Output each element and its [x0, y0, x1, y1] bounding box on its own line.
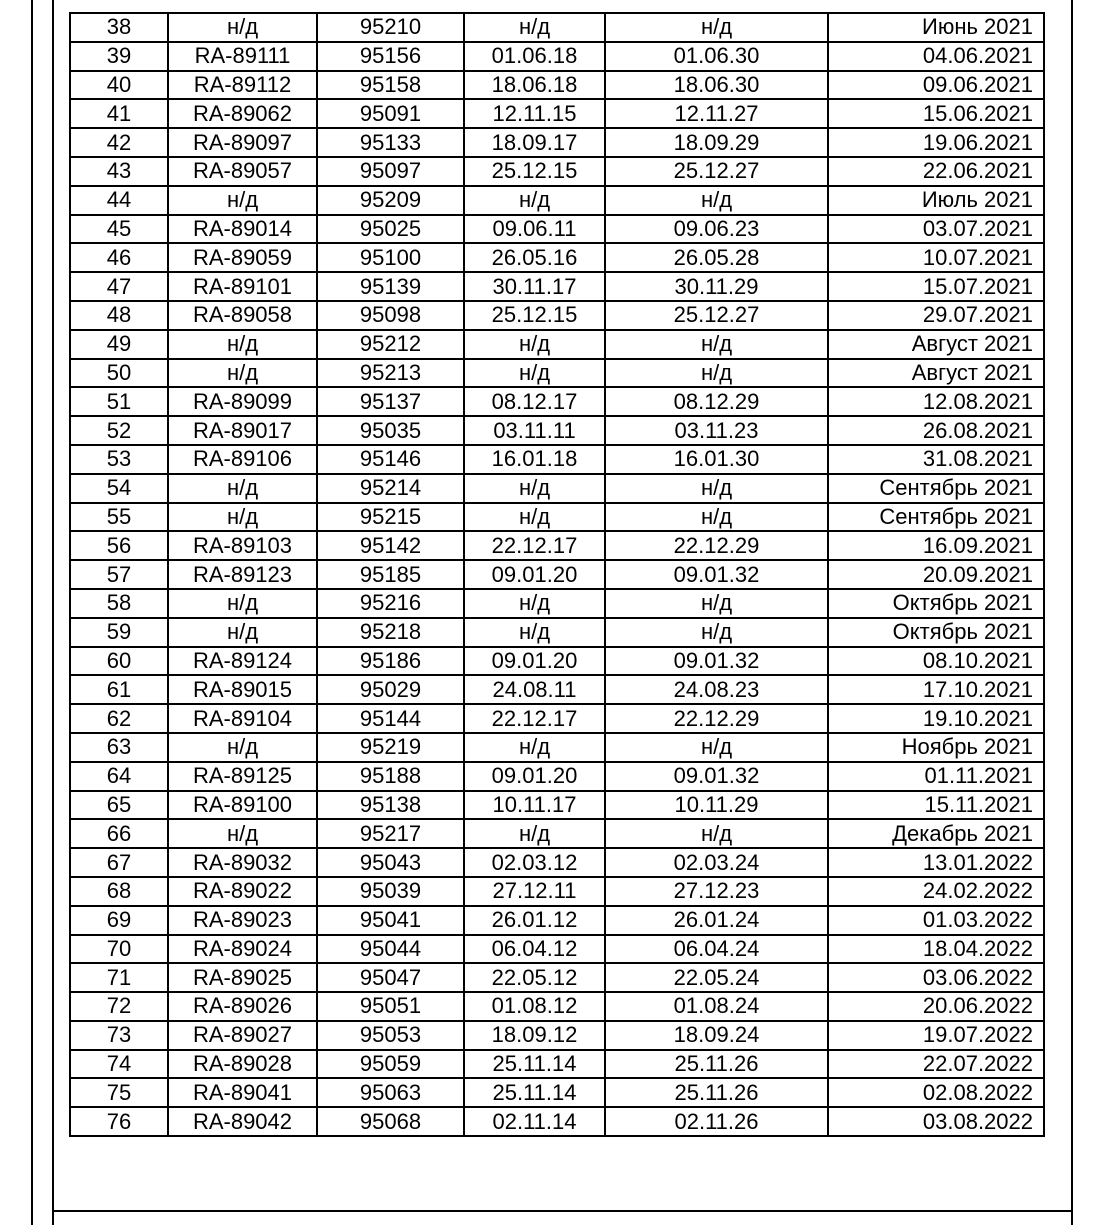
serial-number-cell: 95053: [317, 1021, 464, 1050]
registration-cell: RA-89026: [168, 992, 317, 1021]
start-date-cell: 09.01.20: [464, 560, 605, 589]
serial-number-cell: 95059: [317, 1050, 464, 1079]
due-date-cell: 03.08.2022: [828, 1107, 1044, 1136]
end-date-cell: 12.11.27: [605, 99, 828, 128]
end-date-cell: н/д: [605, 733, 828, 762]
start-date-cell: н/д: [464, 13, 605, 42]
start-date-cell: 26.01.12: [464, 906, 605, 935]
registration-cell: RA-89025: [168, 963, 317, 992]
due-date-cell: 19.07.2022: [828, 1021, 1044, 1050]
start-date-cell: 09.06.11: [464, 215, 605, 244]
table-row: [70, 1050, 1044, 1079]
end-date-cell: 26.01.24: [605, 906, 828, 935]
serial-number-cell: 95137: [317, 387, 464, 416]
end-date-cell: 02.11.26: [605, 1107, 828, 1136]
registration-cell: RA-89017: [168, 416, 317, 445]
start-date-cell: 22.05.12: [464, 963, 605, 992]
registration-cell: RA-89103: [168, 531, 317, 560]
start-date-cell: 25.11.14: [464, 1050, 605, 1079]
due-date-cell: 31.08.2021: [828, 445, 1044, 474]
start-date-cell: 30.11.17: [464, 272, 605, 301]
start-date-cell: 02.03.12: [464, 848, 605, 877]
page-frame-left-outer: [31, 0, 33, 1225]
due-date-cell: 16.09.2021: [828, 531, 1044, 560]
end-date-cell: 30.11.29: [605, 272, 828, 301]
registration-cell: н/д: [168, 733, 317, 762]
serial-number-cell: 95138: [317, 791, 464, 820]
serial-number-cell: 95216: [317, 589, 464, 618]
registration-cell: RA-89015: [168, 675, 317, 704]
end-date-cell: н/д: [605, 330, 828, 359]
start-date-cell: 24.08.11: [464, 675, 605, 704]
due-date-cell: 03.07.2021: [828, 215, 1044, 244]
end-date-cell: н/д: [605, 819, 828, 848]
row-number-cell: 54: [70, 474, 168, 503]
serial-number-cell: 95158: [317, 71, 464, 100]
row-number-cell: 59: [70, 618, 168, 647]
row-number-cell: 46: [70, 243, 168, 272]
registration-cell: RA-89125: [168, 762, 317, 791]
serial-number-cell: 95035: [317, 416, 464, 445]
due-date-cell: 29.07.2021: [828, 301, 1044, 330]
page-frame-left-inner: [52, 0, 54, 1225]
registration-cell: RA-89101: [168, 272, 317, 301]
start-date-cell: 26.05.16: [464, 243, 605, 272]
row-number-cell: 63: [70, 733, 168, 762]
serial-number-cell: 95139: [317, 272, 464, 301]
registration-cell: RA-89032: [168, 848, 317, 877]
serial-number-cell: 95218: [317, 618, 464, 647]
table-row: [70, 387, 1044, 416]
serial-number-cell: 95100: [317, 243, 464, 272]
serial-number-cell: 95047: [317, 963, 464, 992]
serial-number-cell: 95213: [317, 359, 464, 388]
due-date-cell: 19.06.2021: [828, 128, 1044, 157]
registration-cell: RA-89014: [168, 215, 317, 244]
due-date-cell: 03.06.2022: [828, 963, 1044, 992]
end-date-cell: 03.11.23: [605, 416, 828, 445]
row-number-cell: 67: [70, 848, 168, 877]
table-row: [70, 791, 1044, 820]
row-number-cell: 70: [70, 935, 168, 964]
due-date-cell: Август 2021: [828, 359, 1044, 388]
serial-number-cell: 95142: [317, 531, 464, 560]
table-row: [70, 99, 1044, 128]
due-date-cell: 13.01.2022: [828, 848, 1044, 877]
table-row: [70, 416, 1044, 445]
table-row: [70, 618, 1044, 647]
start-date-cell: н/д: [464, 589, 605, 618]
end-date-cell: 09.01.32: [605, 560, 828, 589]
row-number-cell: 44: [70, 186, 168, 215]
row-number-cell: 69: [70, 906, 168, 935]
serial-number-cell: 95214: [317, 474, 464, 503]
registration-cell: RA-89023: [168, 906, 317, 935]
start-date-cell: 27.12.11: [464, 877, 605, 906]
due-date-cell: 20.09.2021: [828, 560, 1044, 589]
end-date-cell: 22.05.24: [605, 963, 828, 992]
due-date-cell: 01.11.2021: [828, 762, 1044, 791]
due-date-cell: Декабрь 2021: [828, 819, 1044, 848]
table-row: [70, 963, 1044, 992]
start-date-cell: н/д: [464, 503, 605, 532]
table-row: [70, 935, 1044, 964]
table-row: [70, 330, 1044, 359]
table-row: [70, 1078, 1044, 1107]
end-date-cell: н/д: [605, 359, 828, 388]
row-number-cell: 55: [70, 503, 168, 532]
serial-number-cell: 95041: [317, 906, 464, 935]
end-date-cell: 25.12.27: [605, 157, 828, 186]
row-number-cell: 49: [70, 330, 168, 359]
registration-cell: RA-89058: [168, 301, 317, 330]
registration-cell: RA-89097: [168, 128, 317, 157]
end-date-cell: 24.08.23: [605, 675, 828, 704]
start-date-cell: 09.01.20: [464, 647, 605, 676]
registration-cell: RA-89104: [168, 704, 317, 733]
serial-number-cell: 95144: [317, 704, 464, 733]
row-number-cell: 60: [70, 647, 168, 676]
serial-number-cell: 95029: [317, 675, 464, 704]
end-date-cell: 01.06.30: [605, 42, 828, 71]
table-row: [70, 647, 1044, 676]
serial-number-cell: 95068: [317, 1107, 464, 1136]
row-number-cell: 76: [70, 1107, 168, 1136]
registration-cell: RA-89042: [168, 1107, 317, 1136]
due-date-cell: 09.06.2021: [828, 71, 1044, 100]
due-date-cell: Июль 2021: [828, 186, 1044, 215]
serial-number-cell: 95188: [317, 762, 464, 791]
end-date-cell: 25.11.26: [605, 1078, 828, 1107]
registration-cell: RA-89059: [168, 243, 317, 272]
registration-cell: RA-89112: [168, 71, 317, 100]
end-date-cell: 25.11.26: [605, 1050, 828, 1079]
end-date-cell: н/д: [605, 186, 828, 215]
table-row: [70, 560, 1044, 589]
serial-number-cell: 95098: [317, 301, 464, 330]
start-date-cell: 22.12.17: [464, 531, 605, 560]
row-number-cell: 52: [70, 416, 168, 445]
end-date-cell: 02.03.24: [605, 848, 828, 877]
table-row: [70, 42, 1044, 71]
due-date-cell: 20.06.2022: [828, 992, 1044, 1021]
end-date-cell: 22.12.29: [605, 704, 828, 733]
start-date-cell: 18.09.17: [464, 128, 605, 157]
registration-cell: н/д: [168, 359, 317, 388]
end-date-cell: 26.05.28: [605, 243, 828, 272]
end-date-cell: 09.01.32: [605, 647, 828, 676]
serial-number-cell: 95097: [317, 157, 464, 186]
end-date-cell: 18.06.30: [605, 71, 828, 100]
table-row: [70, 445, 1044, 474]
start-date-cell: 25.12.15: [464, 157, 605, 186]
page-frame-right: [1071, 0, 1073, 1225]
registration-cell: н/д: [168, 330, 317, 359]
row-number-cell: 64: [70, 762, 168, 791]
table-row: [70, 531, 1044, 560]
row-number-cell: 62: [70, 704, 168, 733]
end-date-cell: 06.04.24: [605, 935, 828, 964]
table-row: [70, 243, 1044, 272]
end-date-cell: н/д: [605, 589, 828, 618]
row-number-cell: 72: [70, 992, 168, 1021]
end-date-cell: н/д: [605, 13, 828, 42]
due-date-cell: 10.07.2021: [828, 243, 1044, 272]
table-row: [70, 848, 1044, 877]
start-date-cell: н/д: [464, 474, 605, 503]
page-frame-bottom: [52, 1210, 1073, 1212]
table-body: [70, 13, 1044, 1136]
serial-number-cell: 95063: [317, 1078, 464, 1107]
due-date-cell: 19.10.2021: [828, 704, 1044, 733]
end-date-cell: н/д: [605, 474, 828, 503]
serial-number-cell: 95186: [317, 647, 464, 676]
end-date-cell: 25.12.27: [605, 301, 828, 330]
aircraft-schedule-table: [69, 12, 1045, 1137]
table-row: [70, 359, 1044, 388]
start-date-cell: 09.01.20: [464, 762, 605, 791]
row-number-cell: 51: [70, 387, 168, 416]
start-date-cell: н/д: [464, 733, 605, 762]
row-number-cell: 53: [70, 445, 168, 474]
end-date-cell: н/д: [605, 618, 828, 647]
registration-cell: RA-89027: [168, 1021, 317, 1050]
start-date-cell: 10.11.17: [464, 791, 605, 820]
start-date-cell: 12.11.15: [464, 99, 605, 128]
due-date-cell: 26.08.2021: [828, 416, 1044, 445]
registration-cell: RA-89124: [168, 647, 317, 676]
due-date-cell: Октябрь 2021: [828, 618, 1044, 647]
table-row: [70, 704, 1044, 733]
row-number-cell: 42: [70, 128, 168, 157]
serial-number-cell: 95146: [317, 445, 464, 474]
registration-cell: RA-89022: [168, 877, 317, 906]
table-row: [70, 128, 1044, 157]
start-date-cell: 01.06.18: [464, 42, 605, 71]
serial-number-cell: 95039: [317, 877, 464, 906]
serial-number-cell: 95133: [317, 128, 464, 157]
table-row: [70, 589, 1044, 618]
end-date-cell: 27.12.23: [605, 877, 828, 906]
row-number-cell: 39: [70, 42, 168, 71]
table-row: [70, 13, 1044, 42]
end-date-cell: 16.01.30: [605, 445, 828, 474]
start-date-cell: н/д: [464, 359, 605, 388]
registration-cell: RA-89062: [168, 99, 317, 128]
registration-cell: н/д: [168, 503, 317, 532]
serial-number-cell: 95215: [317, 503, 464, 532]
row-number-cell: 45: [70, 215, 168, 244]
end-date-cell: 18.09.24: [605, 1021, 828, 1050]
row-number-cell: 40: [70, 71, 168, 100]
end-date-cell: 08.12.29: [605, 387, 828, 416]
table-row: [70, 215, 1044, 244]
start-date-cell: 25.11.14: [464, 1078, 605, 1107]
due-date-cell: Ноябрь 2021: [828, 733, 1044, 762]
end-date-cell: 09.06.23: [605, 215, 828, 244]
due-date-cell: 22.07.2022: [828, 1050, 1044, 1079]
row-number-cell: 65: [70, 791, 168, 820]
due-date-cell: Август 2021: [828, 330, 1044, 359]
start-date-cell: 06.04.12: [464, 935, 605, 964]
due-date-cell: 04.06.2021: [828, 42, 1044, 71]
end-date-cell: 22.12.29: [605, 531, 828, 560]
serial-number-cell: 95217: [317, 819, 464, 848]
due-date-cell: 02.08.2022: [828, 1078, 1044, 1107]
registration-cell: н/д: [168, 819, 317, 848]
registration-cell: н/д: [168, 618, 317, 647]
end-date-cell: 01.08.24: [605, 992, 828, 1021]
end-date-cell: 09.01.32: [605, 762, 828, 791]
due-date-cell: Октябрь 2021: [828, 589, 1044, 618]
row-number-cell: 68: [70, 877, 168, 906]
registration-cell: RA-89057: [168, 157, 317, 186]
end-date-cell: 10.11.29: [605, 791, 828, 820]
registration-cell: н/д: [168, 589, 317, 618]
serial-number-cell: 95051: [317, 992, 464, 1021]
start-date-cell: 01.08.12: [464, 992, 605, 1021]
row-number-cell: 61: [70, 675, 168, 704]
serial-number-cell: 95091: [317, 99, 464, 128]
registration-cell: н/д: [168, 474, 317, 503]
serial-number-cell: 95185: [317, 560, 464, 589]
start-date-cell: 03.11.11: [464, 416, 605, 445]
serial-number-cell: 95209: [317, 186, 464, 215]
due-date-cell: 01.03.2022: [828, 906, 1044, 935]
start-date-cell: 02.11.14: [464, 1107, 605, 1136]
due-date-cell: 17.10.2021: [828, 675, 1044, 704]
start-date-cell: 08.12.17: [464, 387, 605, 416]
row-number-cell: 57: [70, 560, 168, 589]
start-date-cell: 18.06.18: [464, 71, 605, 100]
end-date-cell: 18.09.29: [605, 128, 828, 157]
row-number-cell: 50: [70, 359, 168, 388]
table-row: [70, 474, 1044, 503]
table-row: [70, 157, 1044, 186]
table-row: [70, 503, 1044, 532]
start-date-cell: н/д: [464, 330, 605, 359]
serial-number-cell: 95210: [317, 13, 464, 42]
due-date-cell: 08.10.2021: [828, 647, 1044, 676]
table-row: [70, 992, 1044, 1021]
registration-cell: RA-89106: [168, 445, 317, 474]
registration-cell: RA-89024: [168, 935, 317, 964]
table-row: [70, 1107, 1044, 1136]
registration-cell: RA-89123: [168, 560, 317, 589]
serial-number-cell: 95212: [317, 330, 464, 359]
due-date-cell: 24.02.2022: [828, 877, 1044, 906]
row-number-cell: 41: [70, 99, 168, 128]
due-date-cell: 22.06.2021: [828, 157, 1044, 186]
row-number-cell: 58: [70, 589, 168, 618]
due-date-cell: 15.11.2021: [828, 791, 1044, 820]
row-number-cell: 38: [70, 13, 168, 42]
row-number-cell: 75: [70, 1078, 168, 1107]
table-row: [70, 733, 1044, 762]
start-date-cell: 22.12.17: [464, 704, 605, 733]
serial-number-cell: 95156: [317, 42, 464, 71]
due-date-cell: 18.04.2022: [828, 935, 1044, 964]
due-date-cell: 15.06.2021: [828, 99, 1044, 128]
registration-cell: RA-89100: [168, 791, 317, 820]
table-row: [70, 186, 1044, 215]
table-row: [70, 71, 1044, 100]
serial-number-cell: 95044: [317, 935, 464, 964]
due-date-cell: 15.07.2021: [828, 272, 1044, 301]
start-date-cell: 16.01.18: [464, 445, 605, 474]
row-number-cell: 48: [70, 301, 168, 330]
registration-cell: RA-89041: [168, 1078, 317, 1107]
table-row: [70, 1021, 1044, 1050]
row-number-cell: 74: [70, 1050, 168, 1079]
serial-number-cell: 95025: [317, 215, 464, 244]
registration-cell: н/д: [168, 186, 317, 215]
registration-cell: RA-89099: [168, 387, 317, 416]
row-number-cell: 47: [70, 272, 168, 301]
start-date-cell: н/д: [464, 618, 605, 647]
table-row: [70, 762, 1044, 791]
due-date-cell: 12.08.2021: [828, 387, 1044, 416]
start-date-cell: н/д: [464, 819, 605, 848]
row-number-cell: 73: [70, 1021, 168, 1050]
due-date-cell: Июнь 2021: [828, 13, 1044, 42]
start-date-cell: н/д: [464, 186, 605, 215]
table-row: [70, 272, 1044, 301]
row-number-cell: 66: [70, 819, 168, 848]
table-row: [70, 675, 1044, 704]
end-date-cell: н/д: [605, 503, 828, 532]
registration-cell: RA-89028: [168, 1050, 317, 1079]
start-date-cell: 18.09.12: [464, 1021, 605, 1050]
start-date-cell: 25.12.15: [464, 301, 605, 330]
row-number-cell: 56: [70, 531, 168, 560]
row-number-cell: 71: [70, 963, 168, 992]
due-date-cell: Сентябрь 2021: [828, 474, 1044, 503]
table-row: [70, 819, 1044, 848]
due-date-cell: Сентябрь 2021: [828, 503, 1044, 532]
serial-number-cell: 95043: [317, 848, 464, 877]
row-number-cell: 43: [70, 157, 168, 186]
registration-cell: RA-89111: [168, 42, 317, 71]
table-row: [70, 906, 1044, 935]
table-row: [70, 877, 1044, 906]
serial-number-cell: 95219: [317, 733, 464, 762]
table-row: [70, 301, 1044, 330]
registration-cell: н/д: [168, 13, 317, 42]
